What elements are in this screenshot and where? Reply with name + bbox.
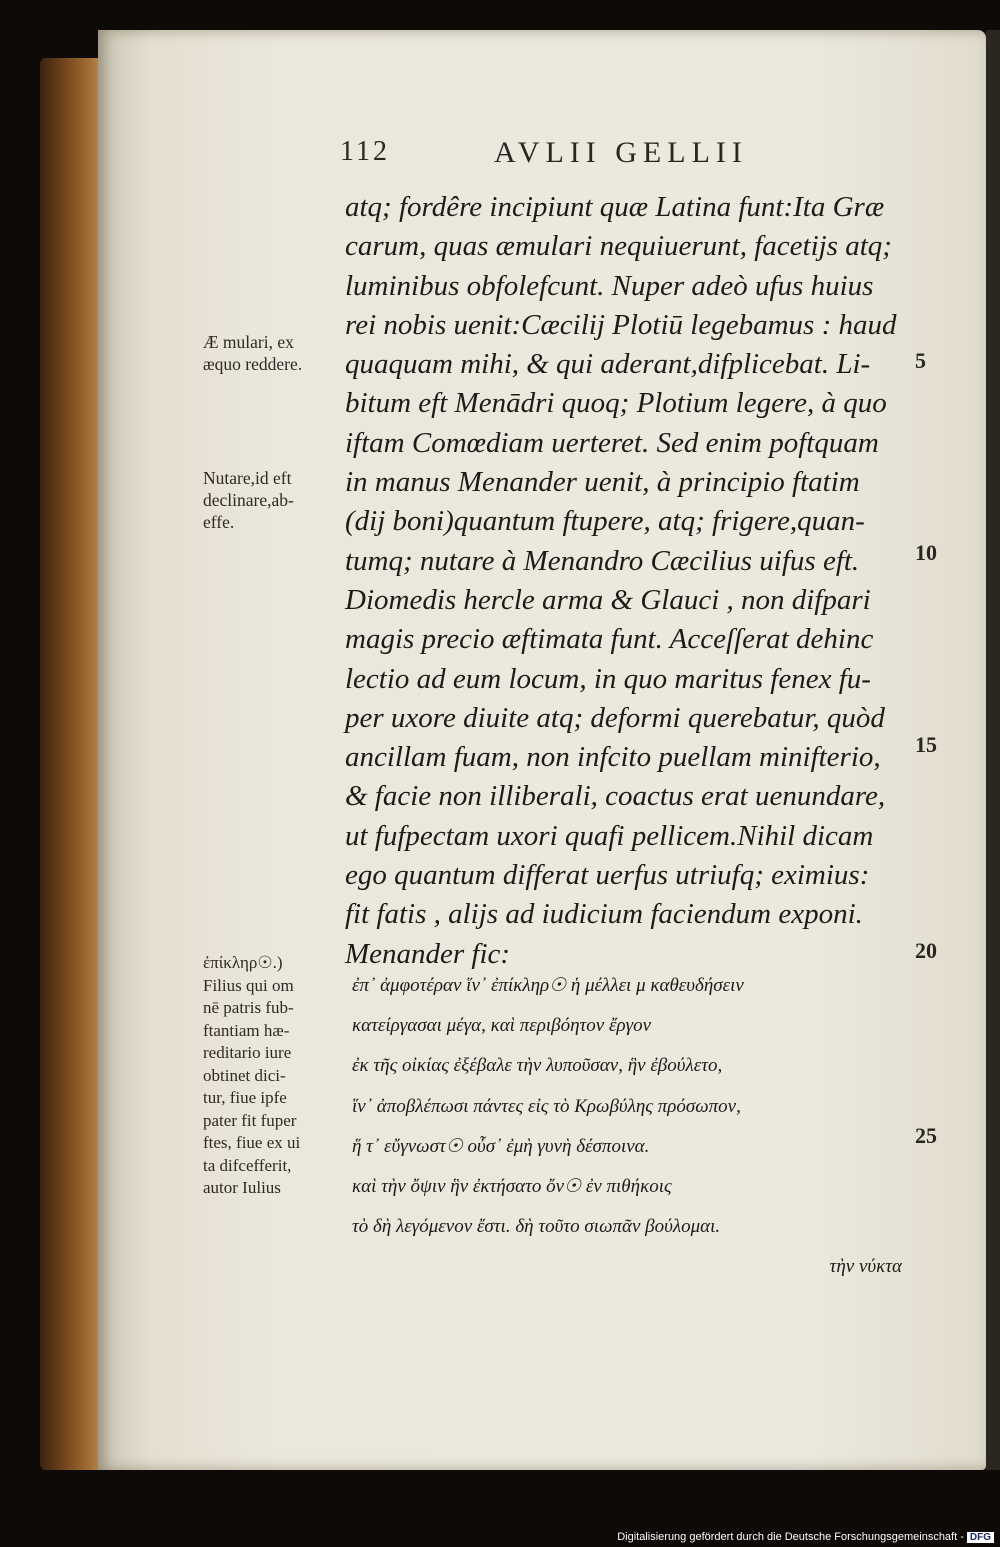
marginal-note — [203, 952, 343, 1200]
greek-line: ἐπ᾽ ἀμφοτέραν ἵν᾽ ἐπίκληρ☉ ἡ μέλλει μ καθευδήσειν — [352, 975, 744, 996]
note-line: declinare,ab- — [203, 490, 294, 510]
text-line: Menander fic: — [345, 937, 511, 970]
line-number: 25 — [915, 1123, 937, 1148]
text-line: ancillam fuam, non infcito puellam minifterio, — [345, 741, 881, 774]
greek-line: τὸ δὴ λεγόμενον ἔστι. δὴ τοῦτο σιωπᾶν βούλομαι. — [352, 1216, 721, 1238]
note-line: ἐπίκληρ☉.) — [203, 953, 283, 972]
line-number: 5 — [915, 348, 926, 373]
text-line: rei nobis uenit:Cæcilij Plotiū legebamus : haud — [345, 308, 897, 341]
greek-quotation — [352, 966, 912, 1288]
text-line: tumq; nutare à Menandro Cæcilius uifus eft. — [345, 544, 860, 577]
catchword: τὴν νύκτα — [829, 1256, 902, 1278]
line-number: 10 — [915, 540, 937, 565]
line-number: 20 — [915, 938, 937, 963]
text-line: ut fufpectam uxori quafi pellicem.Nihil dicam — [345, 819, 874, 852]
running-title: AVLII GELLII — [494, 136, 748, 169]
page-number: 112 — [340, 136, 390, 167]
text-line: fit fatis , alijs ad iudicium faciendum exponi. — [345, 898, 863, 931]
main-text-block — [345, 188, 910, 974]
note-line: Æ mulari, ex — [203, 332, 294, 352]
text-line: quaquam mihi, & qui aderant,difplicebat. Li- — [345, 348, 871, 381]
note-line: ftantiam hæ- — [203, 1020, 290, 1040]
text-line: carum, quas æmulari nequiuerunt, facetijs atq; — [345, 230, 892, 263]
marginal-note — [203, 331, 343, 375]
note-line: tur, fiue ipfe — [203, 1088, 287, 1107]
text-line: bitum eft Menādri quoq; Plotium legere, à quo — [345, 387, 887, 420]
note-line: nē patris fub- — [203, 998, 294, 1017]
text-line: per uxore diuite atq; deformi querebatur, quòd — [345, 701, 885, 734]
note-line: pater fit fuper — [203, 1110, 297, 1130]
text-line: & facie non illiberali, coactus erat uenundare, — [345, 780, 886, 813]
note-line: Nutare,id eft — [203, 468, 292, 488]
text-line: Diomedis hercle arma & Glauci , non difpari — [345, 583, 871, 616]
text-line: luminibus obfolefcunt. Nuper adeò ufus huius — [345, 269, 874, 302]
note-line: obtinet dici- — [203, 1065, 286, 1085]
note-line: effe. — [203, 512, 235, 532]
text-line: lectio ad eum locum, in quo maritus fenex fu- — [345, 662, 871, 695]
greek-line: καὶ τὴν ὄψιν ἣν ἐκτήσατο ὄν☉ ἐν πιθήκοις — [352, 1175, 672, 1197]
greek-line: κατείργασαι μέγα, καὶ περιβόητον ἔργον — [352, 1015, 652, 1037]
marginal-note — [203, 467, 343, 533]
note-line: autor Iulius — [203, 1178, 281, 1197]
digitization-credit — [0, 1531, 994, 1543]
facing-page-edge — [986, 30, 1000, 1470]
credit-text: Digitalisierung gefördert durch die Deutsche Forschungsgemeinschaft - — [617, 1531, 964, 1543]
text-line: (dij boni)quantum ftupere, atq; frigere,quan- — [345, 505, 865, 538]
text-line: iftam Comœdiam uerteret. Sed enim poftquam — [345, 426, 879, 459]
note-line: ftes, fiue ex ui — [203, 1133, 301, 1152]
text-line: magis precio æftimata funt. Acceſſerat dehinc — [345, 623, 874, 656]
note-line: reditario iure — [203, 1043, 292, 1062]
note-line: ta difcefferit, — [203, 1155, 292, 1175]
text-line: atq; fordêre incipiunt quæ Latina funt:Ita Græ — [345, 191, 885, 223]
greek-line: ἵν᾽ ἀποβλέπωσι πάντες εἰς τὸ Κρωβύλης πρόσωπον, — [352, 1095, 741, 1117]
running-head — [340, 136, 780, 176]
note-line: æquo reddere. — [203, 354, 303, 374]
dfg-logo: DFG — [967, 1532, 994, 1543]
greek-line: ἥ τ᾽ εὔγνωστ☉ οὖσ᾽ ἐμὴ γυνὴ δέσποινα. — [352, 1135, 650, 1157]
line-number: 15 — [915, 732, 937, 757]
greek-line: ἐκ τῆς οἰκίας ἐξέβαλε τὴν λυποῦσαν, ἣν ἐβούλετο, — [352, 1055, 723, 1077]
note-line: Filius qui om — [203, 975, 294, 995]
text-line: ego quantum differat uerfus utriufq; eximius: — [345, 859, 870, 892]
text-line: in manus Menander uenit, à principio ftatim — [345, 466, 860, 499]
